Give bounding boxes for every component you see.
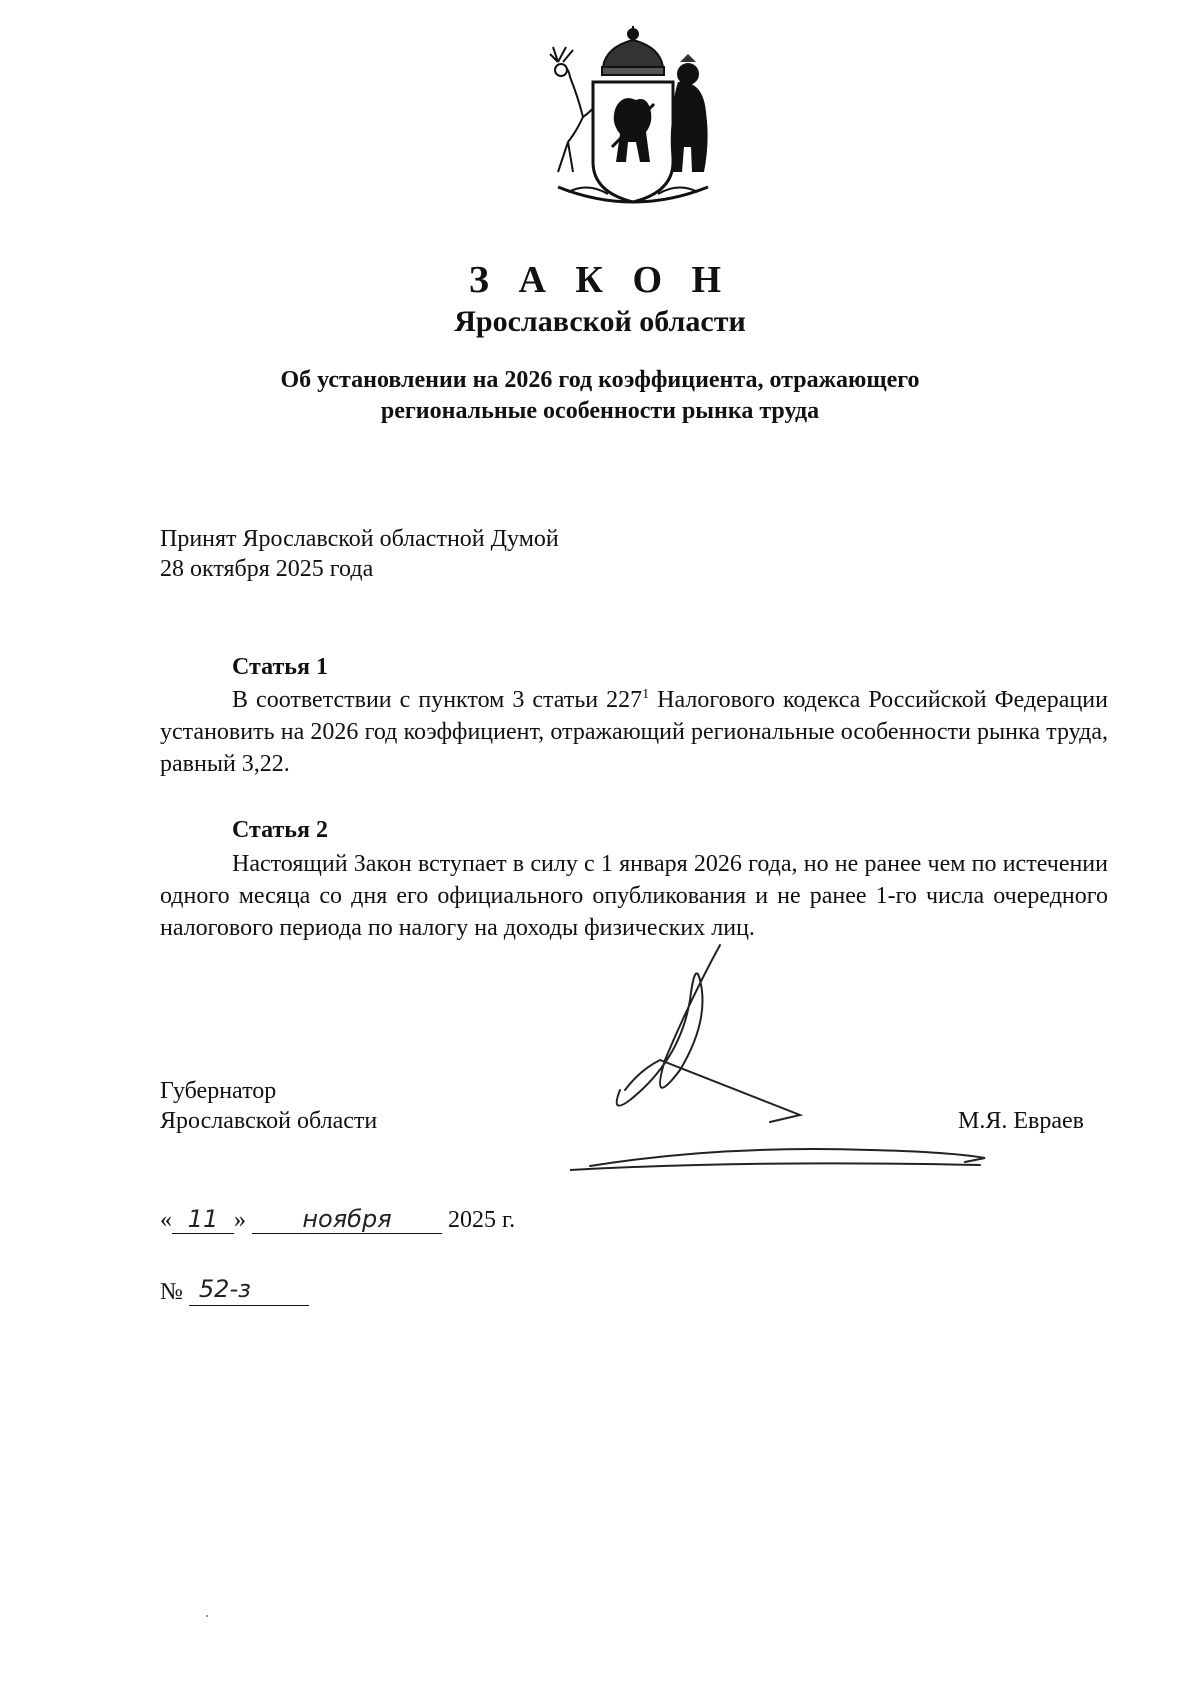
- document-number: [160, 1275, 309, 1306]
- date-month: ноября: [252, 1205, 442, 1234]
- article-1-superscript: 1: [642, 687, 650, 702]
- signatory-position-line-2: Ярославской области: [160, 1108, 378, 1134]
- date-open-quote: «: [160, 1207, 172, 1233]
- adoption-line-1: Принят Ярославской областной Думой: [160, 526, 559, 552]
- signatory-name: М.Я. Евраев: [958, 1108, 1084, 1134]
- date-year: 2025 г.: [448, 1207, 516, 1233]
- article-1-text: В соответствии с пунктом 3 статьи $227^1$ Налогового кодекса Российской Федерации установить на 2026 год коэффициент, отражающий региональные особенности рынка труда, равный 3,22.: [160, 687, 1108, 777]
- subject-line-1: Об установлении на 2026 год коэффициента, отражающего: [280, 367, 920, 393]
- document-title: З А К О Н: [468, 259, 732, 301]
- document-region: Ярославской области: [454, 305, 746, 338]
- adoption-line-2: 28 октября 2025 года: [160, 556, 374, 582]
- coat-of-arms-emblem: [528, 22, 738, 222]
- handwritten-signature: [570, 940, 1020, 1180]
- article-2-heading: Статья 2: [232, 817, 328, 843]
- document-subject: [0, 365, 1200, 427]
- article-2-text: Настоящий Закон вступает в силу с 1 января 2026 года, но не ранее чем по истечении одного месяца со дня его официального опубликования и не ранее 1-го числа очередного налогового периода по налогу на доходы физических лиц.: [160, 851, 1108, 941]
- subject-line-2: региональные особенности рынка труда: [380, 398, 820, 424]
- date-day: 11: [172, 1205, 234, 1234]
- article-1-heading: Статья 1: [232, 654, 328, 680]
- date-close-quote: »: [234, 1207, 246, 1233]
- signing-date: [160, 1205, 515, 1234]
- signatory-position-line-1: Губернатор: [160, 1078, 277, 1104]
- number-value: 52-з: [189, 1275, 309, 1306]
- scan-speck: [206, 1615, 208, 1617]
- number-label: №: [160, 1279, 183, 1305]
